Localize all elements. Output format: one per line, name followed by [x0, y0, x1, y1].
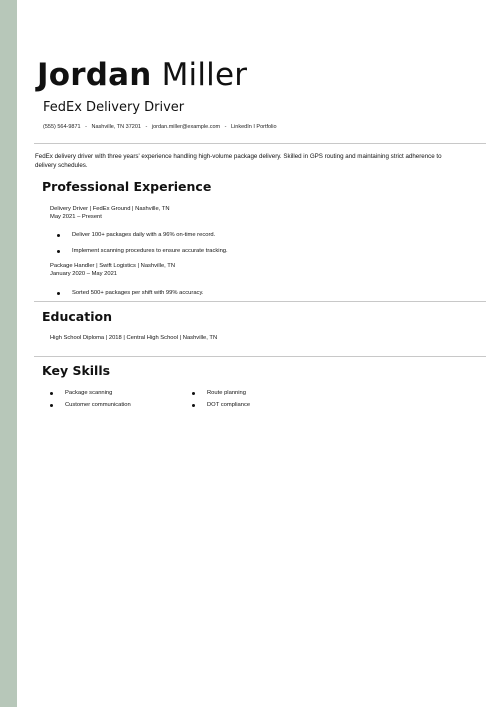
bullet-text: Sorted 500+ packages per shift with 99% accuracy. — [72, 290, 204, 296]
list-item — [57, 231, 228, 239]
first-name: Jordan — [37, 57, 152, 93]
job-role-line: Package Handler | Swift Logistics | Nashville, TN — [50, 263, 176, 269]
candidate-name — [37, 56, 247, 94]
list-item — [50, 389, 131, 397]
profile-links[interactable]: LinkedIn I Portfolio — [231, 124, 277, 130]
skills-heading: Key Skills — [42, 363, 111, 378]
job-dates: May 2021 – Present — [50, 214, 102, 220]
job-role-line: Delivery Driver | FedEx Ground | Nashville, TN — [50, 206, 170, 212]
skill-text: Customer communication — [65, 402, 131, 408]
separator: - — [224, 124, 227, 130]
list-item — [57, 289, 204, 297]
email-link[interactable]: jordan.miller@example.com — [151, 124, 221, 130]
bullet-icon — [50, 392, 53, 395]
last-name: Miller — [161, 57, 248, 93]
bullet-icon — [50, 404, 53, 407]
section-divider — [34, 356, 486, 357]
job-bullets — [57, 289, 204, 297]
bullet-icon — [57, 234, 60, 237]
contact-line — [43, 123, 277, 131]
list-item — [50, 401, 131, 409]
bullet-icon — [57, 292, 60, 295]
skills-list-right — [192, 389, 250, 409]
professional-summary: FedEx delivery driver with three years' experience handling high-volume package delivery. Skilled in GPS routing and maintaining strict adherence to delivery schedules. — [35, 153, 442, 169]
job-title: FedEx Delivery Driver — [43, 100, 185, 115]
left-accent-band — [0, 0, 17, 707]
bullet-icon — [192, 404, 195, 407]
bullet-text: Implement scanning procedures to ensure accurate tracking. — [72, 248, 228, 254]
experience-heading: Professional Experience — [42, 179, 212, 194]
resume-page — [17, 0, 500, 707]
education-heading: Education — [42, 309, 112, 324]
list-item — [192, 401, 250, 409]
header-divider — [34, 143, 486, 144]
job-bullets — [57, 231, 228, 255]
separator: - — [85, 124, 87, 130]
list-item — [57, 247, 228, 255]
skill-text: DOT compliance — [207, 402, 251, 408]
separator: - — [145, 124, 148, 130]
job-dates: January 2020 – May 2021 — [50, 271, 118, 277]
education-line: High School Diploma | 2018 | Central High School | Nashville, TN — [50, 335, 218, 341]
bullet-icon — [57, 250, 60, 253]
skills-list-left — [50, 389, 131, 409]
phone-number: (555) 564-9871 — [43, 124, 81, 130]
list-item — [192, 389, 250, 397]
skill-text: Route planning — [207, 390, 246, 396]
location: Nashville, TN 37201 — [91, 124, 141, 130]
section-divider — [34, 301, 486, 302]
bullet-text: Deliver 100+ packages daily with a 96% on-time record. — [72, 232, 216, 238]
bullet-icon — [192, 392, 195, 395]
skill-text: Package scanning — [65, 390, 113, 396]
